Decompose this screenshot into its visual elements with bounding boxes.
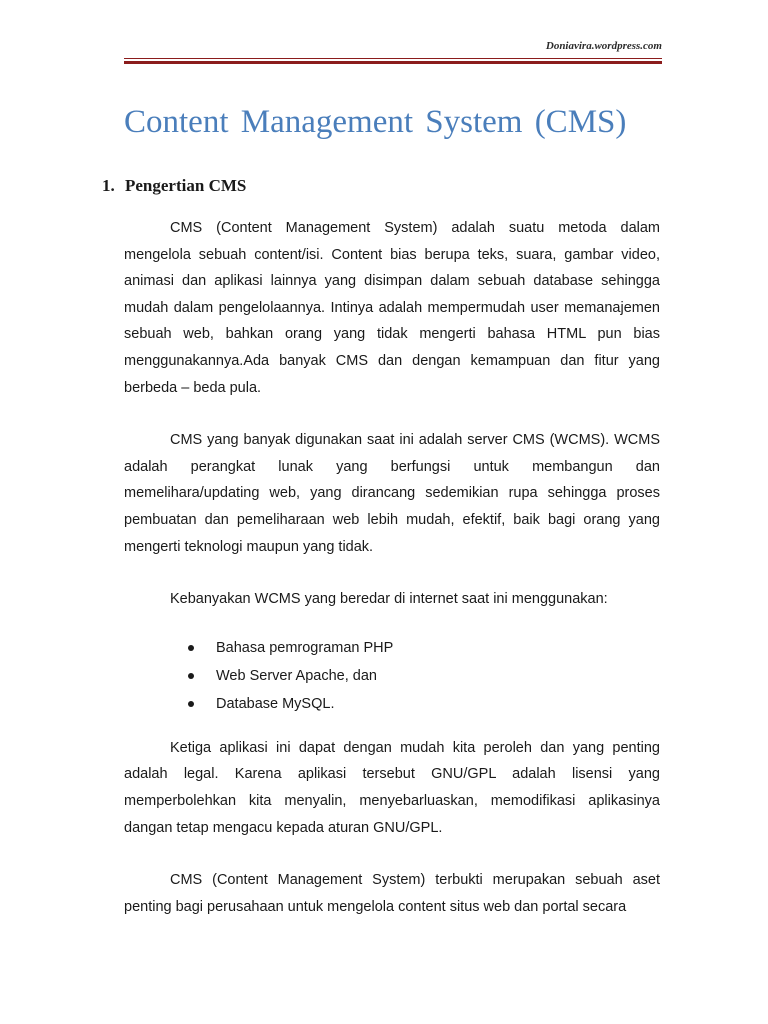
list-item-text: Bahasa pemrograman PHP [216,639,394,656]
list-item [124,634,660,662]
document-title: Content Management System (CMS) [124,104,627,140]
list-item [124,662,660,690]
bullet-icon [188,673,194,679]
paragraph-definition: CMS (Content Management System) adalah suatu metoda dalam mengelola sebuah content/isi. Content bias berupa teks, suara, gambar video, animasi dan aplikasi lainnya yang disimpan dalam sebuah database sehingga mudah dalam pengelolaannya. Intinya adalah mempermudah user memanajemen sebuah web, bahkan orang yang tidak mengerti bahasa HTML pun bias menggunakannya.Ada banyak CMS dan dengan kemampuan dan fitur yang berbeda – beda pula. [124,220,660,396]
paragraph-asset: CMS (Content Management System) terbukti merupakan sebuah aset penting bagi perusahaan untuk mengelola content situs web dan portal secara [124,872,660,915]
bullet-icon [188,701,194,707]
bullet-list [124,634,660,718]
section-number: 1. [102,176,115,195]
running-header: Doniavira.wordpress.com [545,40,662,52]
header-rule-thick [124,61,662,64]
section-heading [102,176,246,196]
section-title: Pengertian CMS [125,176,247,195]
paragraph-license: Ketiga aplikasi ini dapat dengan mudah kita peroleh dan yang penting adalah legal. Karena aplikasi tersebut GNU/GPL adalah lisensi yang memperbolehkan kita menyalin, menyebarluaskan, memodifikasi aplikasinya dangan tetap mengacu kepada aturan GNU/GPL. [124,739,660,836]
list-item-text: Web Server Apache, dan [216,667,377,684]
body-text [124,215,660,946]
bullet-icon [188,645,194,651]
list-item [124,690,660,718]
header-rule-thin [124,58,662,59]
paragraph-wcms: CMS yang banyak digunakan saat ini adalah server CMS (WCMS). WCMS adalah perangkat lunak yang berfungsi untuk membangun dan memelihara/updating web, yang dirancang sedemikian rupa sehingga proses pembuatan dan pemeliharaan web lebih mudah, efektif, baik bagi orang yang mengerti teknologi maupun yang tidak. [124,432,660,555]
list-item-text: Database MySQL. [216,695,335,712]
list-intro: Kebanyakan WCMS yang beredar di internet saat ini menggunakan: [170,591,608,608]
